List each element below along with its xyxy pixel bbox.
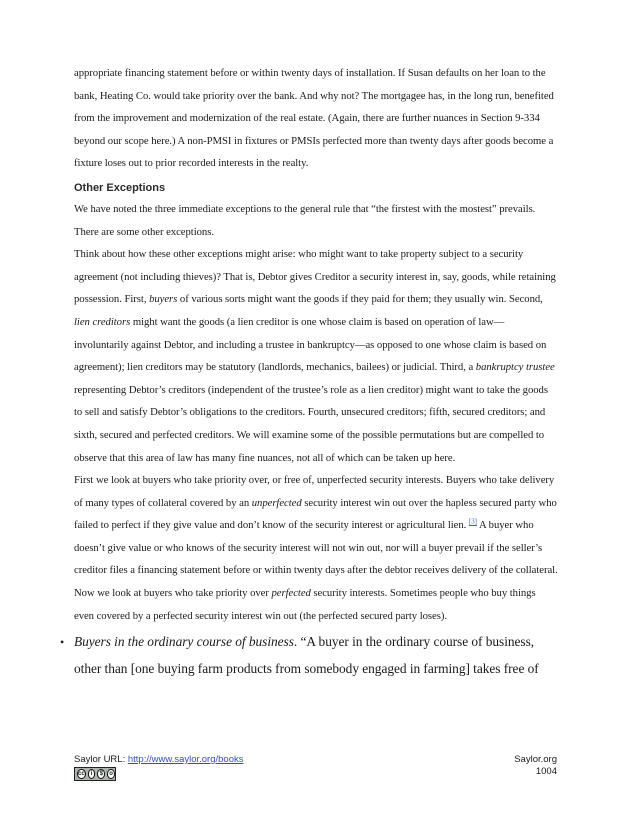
emphasis-lien-creditors: lien creditors: [74, 315, 131, 328]
paragraph-intro: We have noted the three immediate exceptions to the general rule that “the firstest with the mostest” prevails. There are some other exceptions.: [74, 202, 536, 238]
emphasis-perfected: perfected: [271, 587, 311, 600]
paragraph-perfected: Now we look at buyers who take priority over perfected security interests. Sometimes people who buy things even covered by a perfected security interest win out (the perfected secured party loses).: [74, 587, 536, 622]
emphasis-buyers: buyers: [149, 293, 178, 306]
page-body: [60, 62, 558, 682]
page-number: 1004: [535, 766, 557, 777]
paragraph-exceptions: Think about how these other exceptions might arise: who might want to take property subject to a security agreement (not including thieves)? That is, Debtor gives Creditor a security interest in, say, goods, while retaining possession. First, buyers of various sorts might want the goods if they paid for them; they usually win. Second, lien creditors might want the goods (a lien creditor is one whose claim is based on operation of law—involuntarily against Debtor, and including a trustee in bankruptcy—as opposed to one whose claim is based on agreement); lien creditors may be statutory (landlords, mechanics, bailees) or judicial. Third, a bankruptcy trustee representing Debtor’s creditors (independent of the trustee’s role as a lien creditor) might want to take the goods to sell and satisfy Debtor’s obligations to the creditors. Fourth, unsecured creditors; fifth, secured creditors; and sixth, secured and perfected creditors. We will examine some of the possible permutations but are compelled to observe that this area of law has many fine nuances, not all of which can be taken up here.: [74, 248, 556, 464]
paragraph-unperfected: First we look at buyers who take priority over, or free of, unperfected security interests. Buyers who take delivery of many types of collateral covered by an unperfected security interest win out over the hapless secured party who failed to perfect if they give value and don’t know of the security interest or agricultural lien. [3] A buyer who doesn’t give value or who knows of the security interest will not win out, nor will a buyer prevail if the seller’s creditor files a financing statement before or within twenty days after the debtor receives delivery of the collateral.: [74, 474, 558, 577]
cc-license-icon: cc i $ o: [74, 767, 116, 781]
paragraph-fixtures: appropriate financing statement before or within twenty days of installation. If Susan defaults on her loan to the bank, Heating Co. would take priority over the bank. And why not? The mortgagee has, in the long run, benefited from the improvement and modernization of the real estate. (Again, there are further nuances in Section 9-334 beyond our scope here.) A non-PMSI in fixtures or PMSIs perfected more than twenty days after goods become a fixture loses out to prior recorded interests in the realty.: [74, 67, 554, 170]
emphasis-unperfected: unperfected: [251, 496, 302, 509]
footnote-link[interactable]: [3]: [468, 517, 477, 526]
site-name: Saylor.org: [514, 754, 557, 765]
saylor-books-link[interactable]: http://www.saylor.org/books: [127, 754, 244, 765]
bullet-item: [60, 629, 558, 682]
footer-url: Saylor URL: http://www.saylor.org/books: [74, 754, 244, 765]
section-heading: Other Exceptions: [74, 181, 166, 194]
footer-page-info: [514, 754, 557, 778]
bullet-text: Buyers in the ordinary course of business. “A buyer in the ordinary course of business, other than [one buying farm products from somebody engaged in farming] takes free of: [74, 634, 539, 676]
bullet-marker: •: [60, 635, 65, 650]
emphasis-bankruptcy-trustee: bankruptcy trustee: [475, 361, 555, 374]
